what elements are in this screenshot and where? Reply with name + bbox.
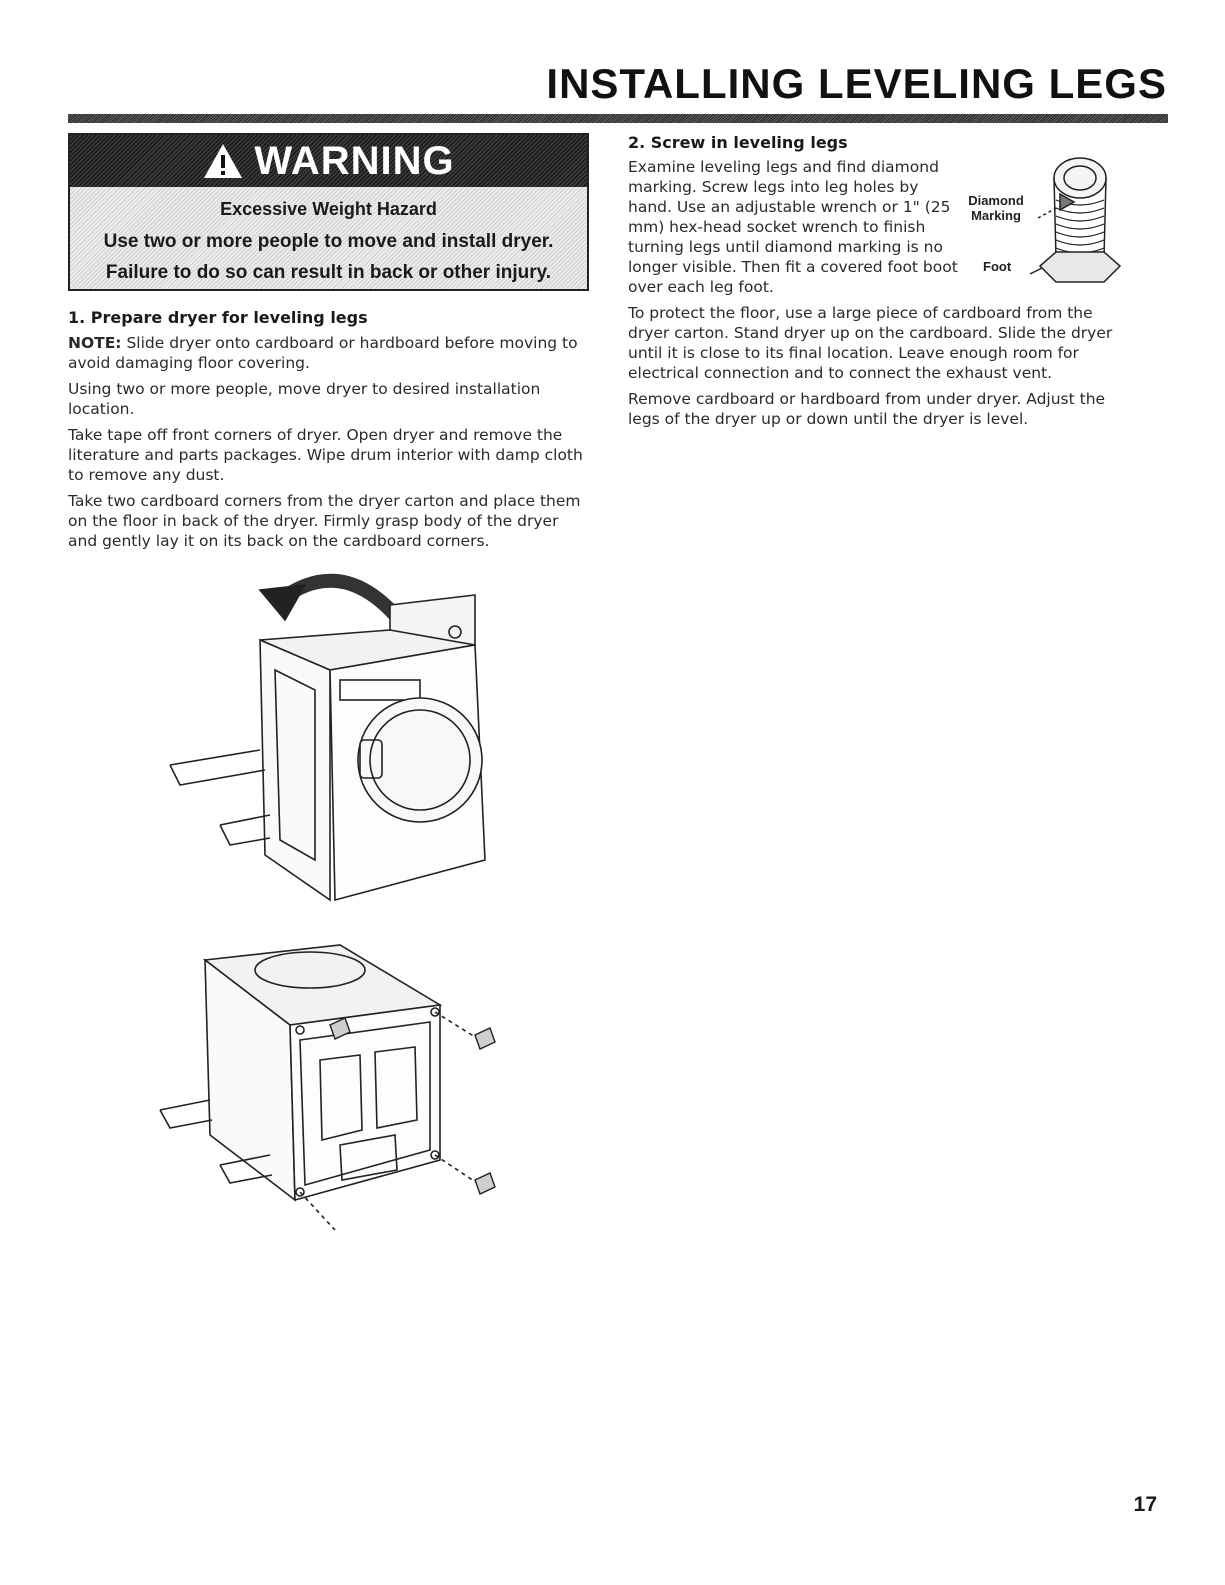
hazard-consequence: Failure to do so can result in back or other injury. (105, 262, 552, 283)
page-title: INSTALLING LEVELING LEGS (546, 60, 1167, 107)
hazard-name: Excessive Weight Hazard (220, 199, 437, 219)
page-number: 17 (1133, 1493, 1157, 1516)
note-text: Slide dryer onto cardboard or hardboard before moving to avoid damaging floor covering. (68, 334, 578, 372)
step1-heading: 1. Prepare dryer for leveling legs (68, 308, 368, 327)
warning-header (70, 135, 587, 187)
dryer-on-back-illustration (150, 930, 510, 1230)
callout-foot: Foot (983, 259, 1012, 274)
hazard-instruction: Use two or more people to move and install dryer. (103, 231, 554, 252)
step1-paragraph-4: Take two cardboard corners from the dryer carton and place them on the floor in back of the dryer. Firmly grasp body of the dryer and gently lay it on its back on the cardboard corners. (68, 492, 581, 550)
step2-paragraph-3: Remove cardboard or hardboard from under dryer. Adjust the legs of the dryer up or down until the dryer is level. (628, 390, 1106, 428)
step2-heading: 2. Screw in leveling legs (628, 133, 848, 152)
leveling-leg-illustration (1030, 148, 1130, 296)
warning-triangle-icon (202, 142, 244, 180)
callout-diamond-marking: Diamond Marking (968, 193, 1024, 223)
step1-paragraph-3: Take tape off front corners of dryer. Open dryer and remove the literature and parts packages. Wipe drum interior with damp cloth to remove any dust. (68, 426, 583, 484)
step1-paragraph-2: Using two or more people, move dryer to desired installation location. (68, 380, 541, 418)
warning-box (68, 133, 589, 291)
dryer-tipping-illustration (150, 560, 500, 910)
title-rule (68, 114, 1168, 123)
step2-paragraph-2: To protect the floor, use a large piece of cardboard from the dryer carton. Stand dryer up on the cardboard. Slide the dryer until it is close to its final location. Leave enough room for electrical connection and to connect the exhaust vent. (628, 304, 1113, 382)
step2-paragraph-1: Examine leveling legs and find diamond marking. Screw legs into leg holes by hand. Use an adjustable wrench or 1" (25 mm) hex-head socket wrench to finish turning legs until diamond marking is no longer visible. Then fit a covered foot boot over each leg foot. (628, 158, 958, 296)
warning-label: WARNING (254, 138, 455, 183)
note-label: NOTE: (68, 334, 122, 352)
step1-note (68, 333, 588, 373)
